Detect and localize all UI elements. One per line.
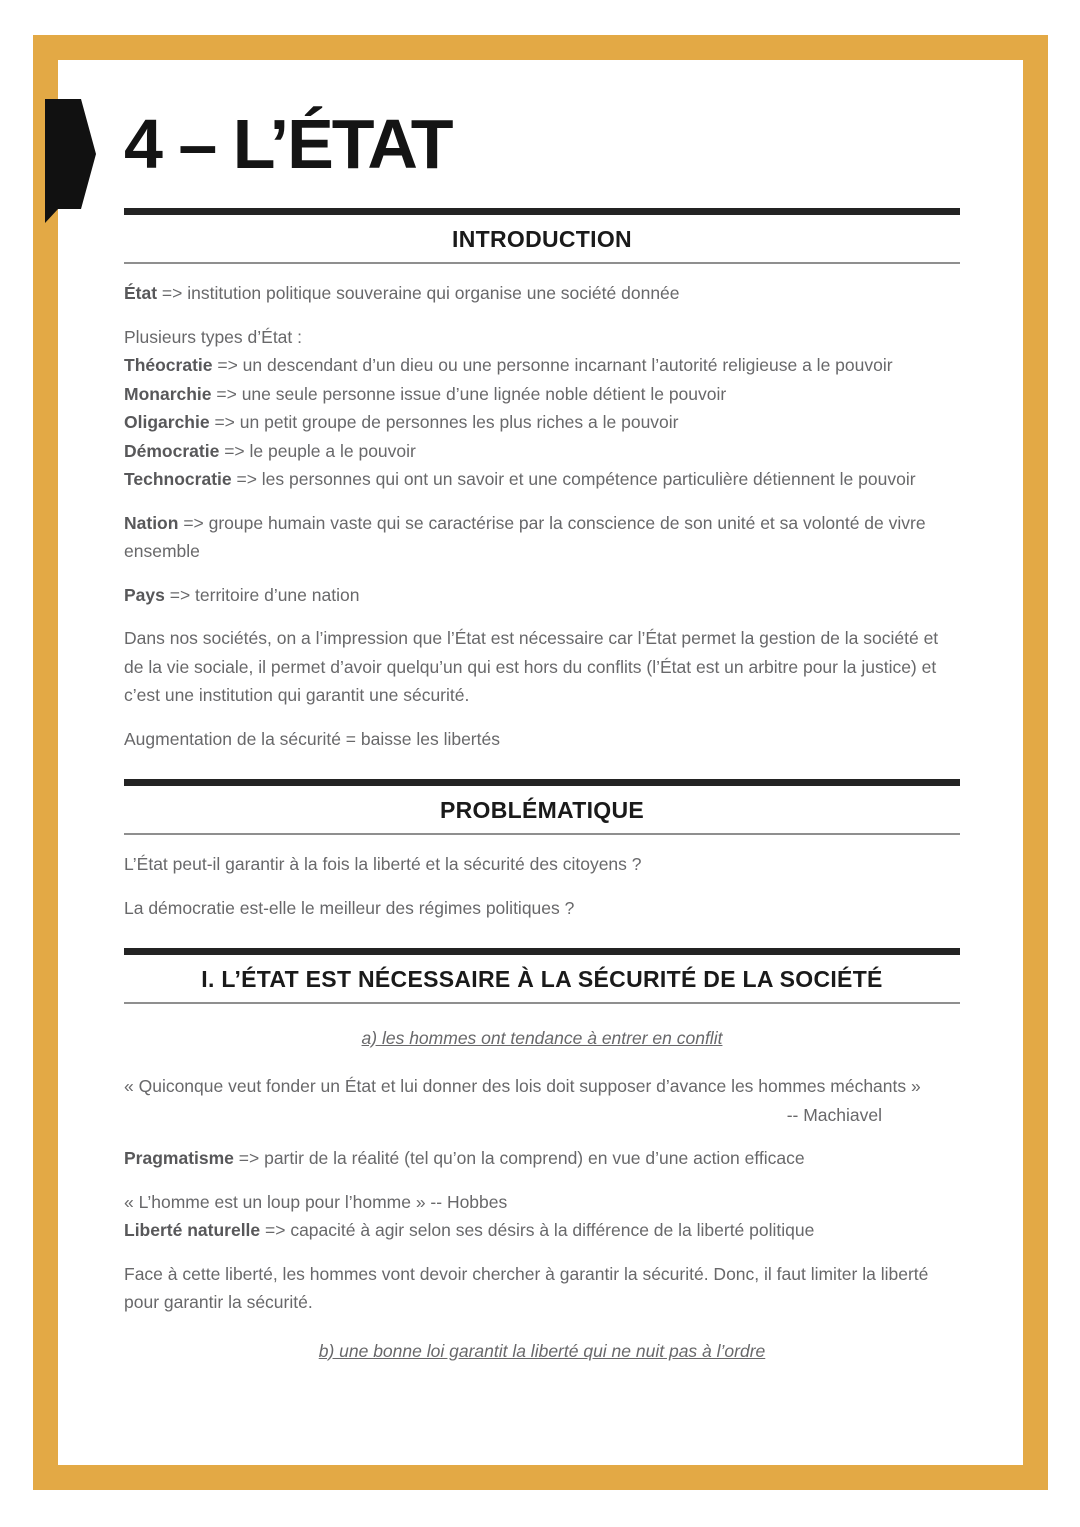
section-rule-thin <box>124 262 960 264</box>
paragraph <box>124 323 960 494</box>
text-line <box>124 1144 960 1173</box>
term-bold: Pragmatisme <box>124 1148 234 1168</box>
definition-text: => territoire d’une nation <box>164 584 360 605</box>
text-line <box>124 323 960 352</box>
section-rule-thin <box>124 1002 960 1004</box>
section-rule-thick <box>124 779 960 786</box>
paragraph <box>124 279 960 308</box>
definition-text: « L’homme est un loup pour l’homme » -- Hobbes <box>124 1191 508 1212</box>
document-blocks <box>124 208 960 1365</box>
document-body <box>124 60 960 1385</box>
section-title: PROBLÉMATIQUE <box>439 797 645 823</box>
paragraph <box>124 1188 960 1245</box>
quote-line: « Quiconque veut fonder un État et lui donner des lois doit supposer d’avance les hommes méchants » <box>124 1076 921 1096</box>
definition-text: => institution politique souveraine qui organise une société donnée <box>157 283 680 303</box>
section-title: INTRODUCTION <box>452 226 632 252</box>
text-line <box>124 465 960 494</box>
paragraph: Augmentation de la sécurité = baisse les libertés <box>124 728 500 749</box>
section-title: I. L’ÉTAT EST NÉCESSAIRE À LA SÉCURITÉ DE LA SOCIÉTÉ <box>201 966 883 992</box>
paragraph: Dans nos sociétés, on a l’impression que l’État est nécessaire car l’État permet la gestion de la société et de la vie sociale, il permet d’avoir quelqu’un qui est hors du conflits (l’État est un arbitre pour la justice) et c’est une institution qui garantit une sécurité. <box>124 628 939 705</box>
definition-text: => un petit groupe de personnes les plus riches a le pouvoir <box>209 412 679 432</box>
subsection-heading: b) une bonne loi garantit la liberté qui ne nuit pas à l’ordre <box>318 1340 766 1361</box>
definition-text: => groupe humain vaste qui se caractérise par la conscience de son unité et sa volonté de vivre ensemble <box>124 512 926 561</box>
term-bold: Oligarchie <box>124 412 210 432</box>
section-header <box>124 948 960 1004</box>
subsection-heading: a) les hommes ont tendance à entrer en conflit <box>361 1028 723 1048</box>
text-line <box>124 279 960 308</box>
paragraph: La démocratie est-elle le meilleur des régimes politiques ? <box>124 897 575 918</box>
paragraph <box>124 581 960 610</box>
text-line <box>124 408 960 437</box>
definition-text: => un descendant d’un dieu ou une personne incarnant l’autorité religieuse a le pouvoir <box>212 355 893 375</box>
paragraph <box>124 509 960 566</box>
section-rule-thick <box>124 208 960 215</box>
quote-attribution: -- Machiavel <box>786 1104 882 1125</box>
section-header <box>124 779 960 835</box>
term-bold: Pays <box>124 584 165 605</box>
term-bold: Technocratie <box>124 469 232 489</box>
definition-text: => une seule personne issue d’une lignée noble détient le pouvoir <box>211 383 727 404</box>
term-bold: Monarchie <box>124 383 212 404</box>
definition-text: => partir de la réalité (tel qu’on la comprend) en vue d’une action efficace <box>233 1148 805 1168</box>
bookmark-arrow-icon <box>45 99 97 224</box>
text-line <box>124 351 960 380</box>
text-line <box>124 1188 960 1217</box>
text-line <box>124 509 960 566</box>
paragraph <box>124 1144 960 1173</box>
quote-block <box>124 1072 960 1129</box>
term-bold: Nation <box>124 512 179 533</box>
page-title: 4 – L’ÉTAT <box>124 105 452 183</box>
term-bold: État <box>124 283 158 303</box>
paragraph: L’État peut-il garantir à la fois la liberté et la sécurité des citoyens ? <box>124 854 642 874</box>
definition-text: => capacité à agir selon ses désirs à la différence de la liberté politique <box>260 1220 815 1240</box>
term-bold: Démocratie <box>124 440 220 461</box>
text-line <box>124 1216 960 1245</box>
definition-text: Plusieurs types d’État : <box>124 326 302 347</box>
paragraph: Face à cette liberté, les hommes vont devoir chercher à garantir la sécurité. Donc, il faut limiter la liberté pour garantir la sécurité. <box>124 1263 929 1312</box>
section-rule-thick <box>124 948 960 955</box>
text-line <box>124 380 960 409</box>
term-bold: Théocratie <box>124 355 213 375</box>
definition-text: => les personnes qui ont un savoir et une compétence particulière détiennent le pouvoir <box>231 469 916 489</box>
text-line <box>124 437 960 466</box>
section-rule-thin <box>124 833 960 835</box>
section-header <box>124 208 960 264</box>
text-line <box>124 581 960 610</box>
term-bold: Liberté naturelle <box>124 1220 261 1240</box>
definition-text: => le peuple a le pouvoir <box>219 440 416 461</box>
